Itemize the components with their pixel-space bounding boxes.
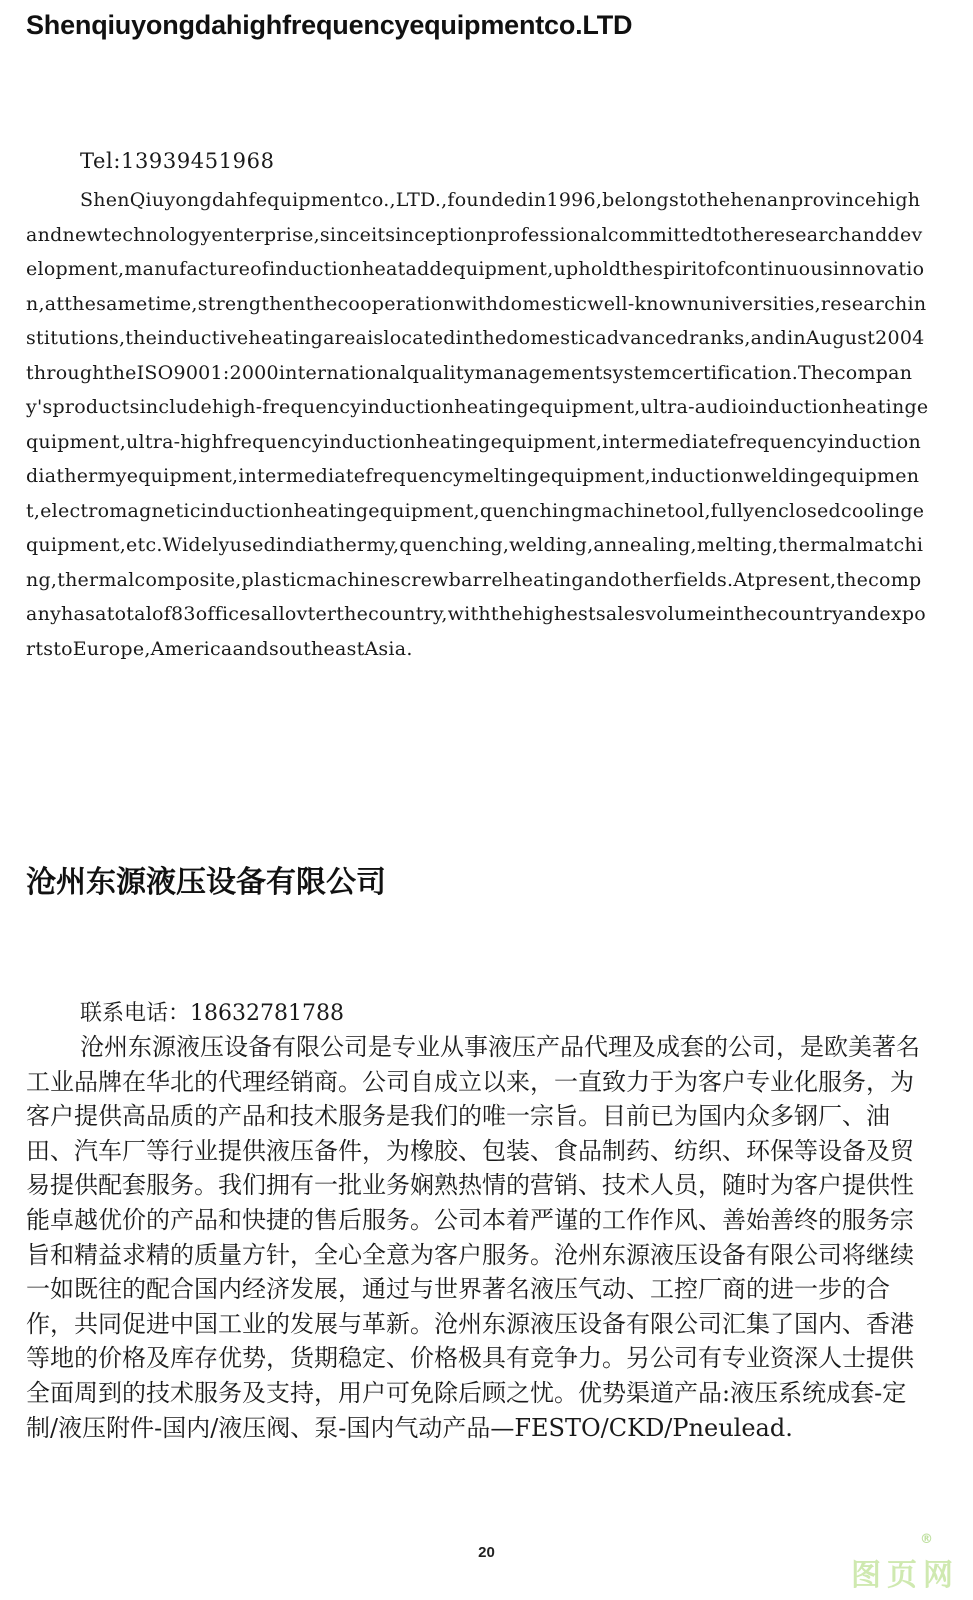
company-title-cn: 沧州东源液压设备有限公司 [26, 865, 386, 900]
watermark-text: 图页网 [851, 1558, 959, 1593]
page-number: 20 [478, 1544, 495, 1561]
watermark-logo [851, 1532, 959, 1594]
telephone-en: Tel:13939451968 [80, 149, 275, 173]
company-description-en: ShenQiuyongdahfequipmentco.,LTD.,foundedin1996,belongstothehenanprovincehighandnewtechnologyenterprise,sinceitsinceptionprofessionalcommittedtotheresearchanddevelopment,manufactureofinductionheataddequipment,upholdthespiritofcontinuousinnovation,atthesametime,strengthenthecooperationwithdomesticwell-knownuniversities,researchinstitutions,theinductiveheatingareaislocatedinthedomesticadvancedranks,andinAugust2004throughtheISO9001:2000internationalqualitymanagementsystemcertification.Thecompany'sproductsincludehigh-frequencyinductionheatingequipment,ultra-audioinductionheatingequipment,ultra-highfrequencyinductionheatingequipment,intermediatefrequencyinductiondiathermyequipment,intermediatefrequencymeltingequipment,inductionweldingequipment,electromagneticinductionheatingequipment,quenchingmachinetool,fullyenclosedcoolingequipment,etc.Widelyusedindiathermy,quenching,welding,annealing,melting,thermalmatching,thermalcomposite,plasticmachinescrewbarrelheatingandotherfields.Atpresent,thecompanyhasatotalof83officesallovterthecountry,withthehighestsalesvolumeinthecountryandexportstoEurope,AmericaandsoutheastAsia. [26, 189, 929, 660]
company-description-cn: 沧州东源液压设备有限公司是专业从事液压产品代理及成套的公司，是欧美著名工业品牌在华北的代理经销商。公司自成立以来，一直致力于为客户专业化服务，为客户提供高品质的产品和技术服务是我们的唯一宗旨。目前已为国内众多钢厂、油田、汽车厂等行业提供液压备件，为橡胶、包装、食品制药、纺织、环保等设备及贸易提供配套服务。我们拥有一批业务娴熟热情的营销、技术人员，随时为客户提供性能卓越优价的产品和快捷的售后服务。公司本着严谨的工作作风、善始善终的服务宗旨和精益求精的质量方针，全心全意为客户服务。沧州东源液压设备有限公司将继续一如既往的配合国内经济发展，通过与世界著名液压气动、工控厂商的进一步的合作，共同促进中国工业的发展与革新。沧州东源液压设备有限公司汇集了国内、香港等地的价格及库存优势，货期稳定、价格极具有竞争力。另公司有专业资深人士提供全面周到的技术服务及支持，用户可免除后顾之忧。优势渠道产品:液压系统成套-定制/液压附件-国内/液压阀、泵-国内气动产品—FESTO/CKD/Pneulead. [26, 1033, 920, 1442]
company-title-en: Shenqiuyongdahighfrequencyequipmentco.LTD [26, 10, 633, 40]
telephone-cn: 联系电话：18632781788 [80, 1001, 344, 1026]
registered-mark: ® [920, 1532, 933, 1547]
